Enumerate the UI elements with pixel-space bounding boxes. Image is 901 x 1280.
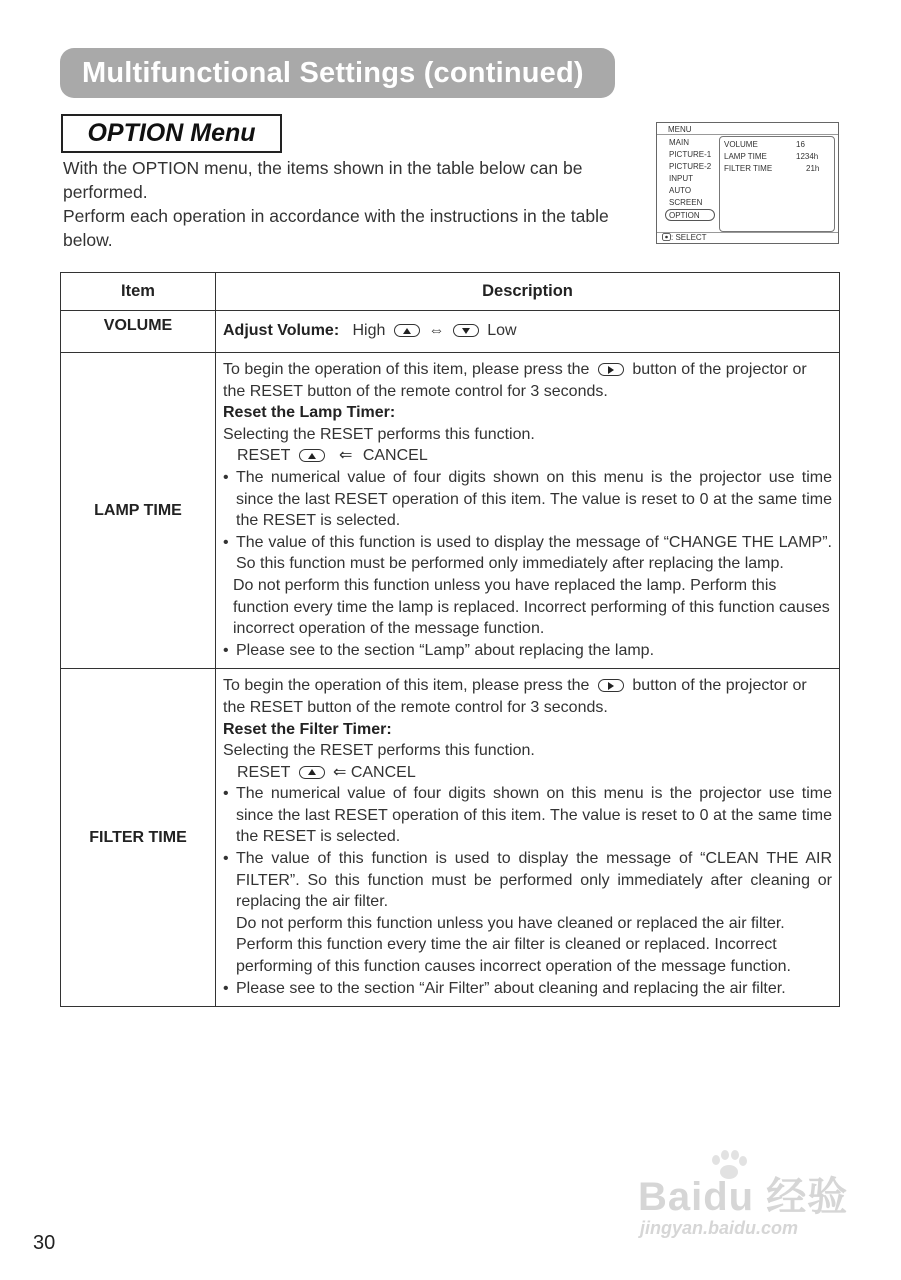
intro-paragraph: With the OPTION menu, the items shown in the table below can be performed. [63,158,583,202]
menu-value-label: LAMP TIME [724,152,767,161]
lamp-note: Do not perform this function unless you have replaced the lamp. Perform this function every time the lamp is replaced. Incorrect performing of this function causes incorrect operation of the message function. [233,576,830,638]
volume-arrow: ⇔ [428,322,445,340]
lamp-heading: Reset the Lamp Timer: [223,404,396,422]
right-button-icon [598,679,624,692]
lamp-intro-a: To begin the operation of this item, please press the [223,361,590,378]
filter-intro-b: button of the projector or the RESET button of the remote control for 3 seconds. [223,677,807,716]
cancel-label: CANCEL [350,763,416,781]
menu-item-screen: SCREEN [669,198,703,207]
filter-bullet: • The value of this function is used to display the message of “CLEAN THE AIR FILTER”. So this function must be performed only immediately after cleaning or replacing the air filter. [223,848,832,913]
lamp-bullet: • The value of this function is used to display the message of “CHANGE THE LAMP”. So this function must be performed only immediately after replacing the lamp. [223,532,832,575]
baidu-watermark [638,1150,858,1250]
watermark-url: jingyan.baidu.com [640,1218,799,1238]
cancel-label: CANCEL [362,447,428,465]
item-lamp-time: LAMP TIME [61,353,216,669]
menu-value-label: VOLUME [724,140,758,149]
menu-value-row [724,139,828,151]
lamp-bullet: • The numerical value of four digits shown on this menu is the projector use time since the last RESET operation of this item. The value is reset to 0 at the same time the RESET is selected. [223,467,832,532]
watermark-logo: Baidu 经验 [638,1175,849,1219]
table-row-filter-time [61,669,840,1007]
section-header-bar [60,48,615,98]
left-arrow: ⇐ [332,763,347,781]
menu-footer-label: : SELECT [671,233,707,242]
menu-list [669,137,719,221]
adjust-volume-label: Adjust Volume: [223,322,340,340]
left-arrow: ⇐ [338,447,353,465]
volume-high: High [352,322,386,340]
item-volume: VOLUME [61,311,216,353]
option-menu-heading-box [61,114,282,153]
lamp-bullet: • Please see to the section “Lamp” about replacing the lamp. [223,640,832,662]
menu-value-row [724,163,828,175]
filter-bullet: • Please see to the section “Air Filter” about cleaning and replacing the air filter. [223,978,832,1000]
up-button-icon [299,766,325,779]
right-button-icon [598,363,624,376]
lamp-intro-b: button of the projector or the RESET button of the remote control for 3 seconds. [223,361,807,400]
option-menu-title: OPTION Menu [87,119,256,147]
volume-low: Low [487,322,517,340]
down-button-icon [453,324,479,337]
divider [657,134,838,135]
menu-value: 1234h [796,152,819,161]
description-filter-time [216,669,840,1007]
menu-item-picture-2: PICTURE-2 [669,162,712,171]
intro-text [63,156,648,252]
menu-value-label: FILTER TIME [724,164,773,173]
page-number: 30 [33,1232,56,1254]
header-description: Description [216,273,840,311]
table-header-row [61,273,840,311]
lamp-intro [223,359,832,402]
option-menu-screenshot [656,122,839,244]
lamp-reset-line [223,445,832,467]
menu-item-main: MAIN [669,138,689,147]
menu-item-picture-1: PICTURE-1 [669,150,712,159]
table-row-lamp-time [61,353,840,669]
table-row-volume [61,311,840,353]
filter-line: Selecting the RESET performs this function. [223,742,535,760]
item-filter-time: FILTER TIME [61,669,216,1007]
menu-item-option-selected: OPTION [665,209,715,221]
menu-value: 16 [796,140,805,149]
reset-label: RESET [237,447,291,465]
up-button-icon [299,449,325,462]
description-lamp-time [216,353,840,669]
option-table [60,272,840,1007]
filter-intro-a: To begin the operation of this item, please press the [223,677,590,695]
filter-bullet: • The numerical value of four digits shown on this menu is the projector use time since the last RESET operation of this item. The value is reset to 0 at the same time the RESET is selected. [223,783,832,848]
select-joystick-icon [662,233,671,241]
filter-reset-line [223,762,832,784]
menu-values-panel [719,136,835,232]
lamp-line: Selecting the RESET performs this function. [223,425,535,443]
menu-value-row [724,151,828,163]
up-button-icon [394,324,420,337]
description-volume [216,311,840,353]
page-title: Multifunctional Settings (continued) [82,56,584,89]
menu-item-auto: AUTO [669,186,692,195]
filter-note: Do not perform this function unless you have cleaned or replaced the air filter. Perform this function every time the air filter is cleaned or replaced. Incorrect performing of this function causes incorrect operation of the message function. [236,914,791,976]
filter-heading: Reset the Filter Timer: [223,720,392,738]
menu-value: 21h [806,164,820,173]
menu-item-input: INPUT [669,174,693,183]
reset-label: RESET [237,763,291,781]
menu-footer [657,232,838,243]
header-item: Item [61,273,216,311]
menu-title: MENU [668,125,692,134]
intro-paragraph: Perform each operation in accordance with the instructions in the table below. [63,206,609,250]
filter-intro [223,675,832,718]
